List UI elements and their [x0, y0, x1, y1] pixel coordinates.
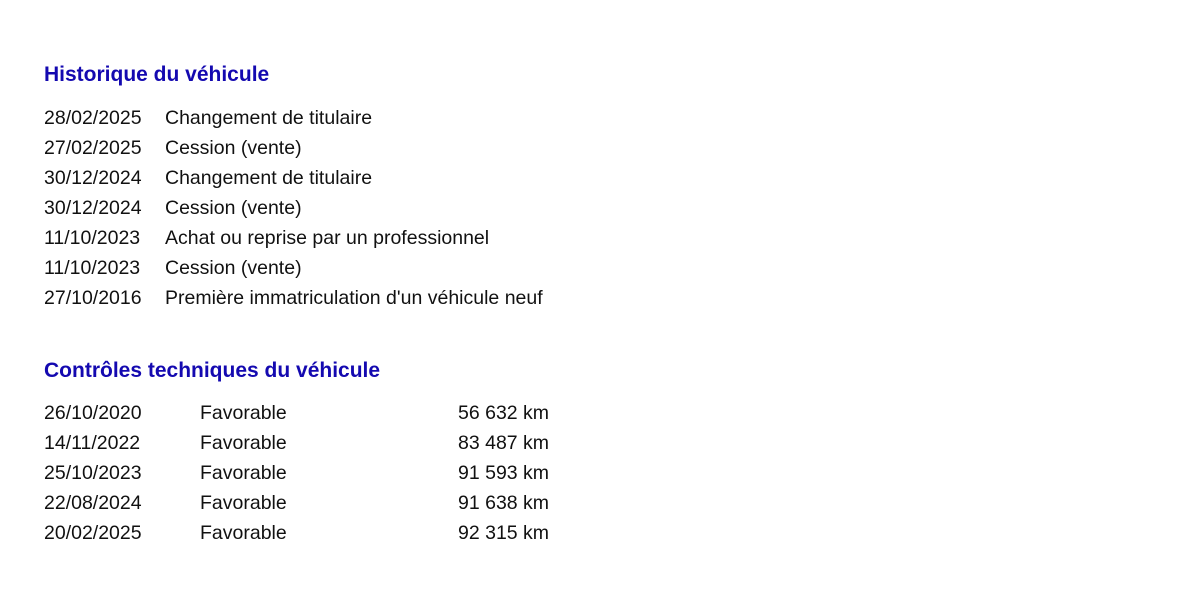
history-event: Première immatriculation d'un véhicule neuf — [165, 287, 543, 309]
inspection-date: 25/10/2023 — [44, 462, 142, 484]
inspection-result: Favorable — [200, 432, 287, 454]
inspection-date: 14/11/2022 — [44, 432, 141, 454]
inspection-mileage: 56 632 km — [458, 402, 550, 424]
inspection-date: 26/10/2020 — [44, 402, 142, 424]
inspection-result: Favorable — [200, 462, 287, 484]
inspection-result: Favorable — [200, 492, 287, 514]
inspection-mileage: 92 315 km — [458, 522, 550, 544]
inspection-mileage: 83 487 km — [458, 432, 550, 454]
history-date: 27/02/2025 — [44, 137, 142, 159]
history-date: 11/10/2023 — [44, 227, 141, 249]
technical-inspections-title: Contrôles techniques du véhicule — [44, 359, 381, 382]
history-event: Cession (vente) — [165, 197, 302, 219]
history-event: Changement de titulaire — [165, 167, 373, 189]
inspection-result: Favorable — [200, 522, 287, 544]
inspection-date: 22/08/2024 — [44, 492, 142, 514]
history-title: Historique du véhicule — [44, 63, 270, 86]
history-date: 11/10/2023 — [44, 257, 141, 279]
inspection-mileage: 91 638 km — [458, 492, 550, 514]
inspection-result: Favorable — [200, 402, 287, 424]
history-date: 28/02/2025 — [44, 107, 142, 129]
history-event: Cession (vente) — [165, 257, 302, 279]
history-event: Achat ou reprise par un professionnel — [165, 227, 490, 249]
history-date: 30/12/2024 — [44, 167, 142, 189]
history-date: 27/10/2016 — [44, 287, 142, 309]
inspection-date: 20/02/2025 — [44, 522, 142, 544]
history-event: Changement de titulaire — [165, 107, 373, 129]
inspection-mileage: 91 593 km — [458, 462, 550, 484]
history-event: Cession (vente) — [165, 137, 302, 159]
history-date: 30/12/2024 — [44, 197, 142, 219]
